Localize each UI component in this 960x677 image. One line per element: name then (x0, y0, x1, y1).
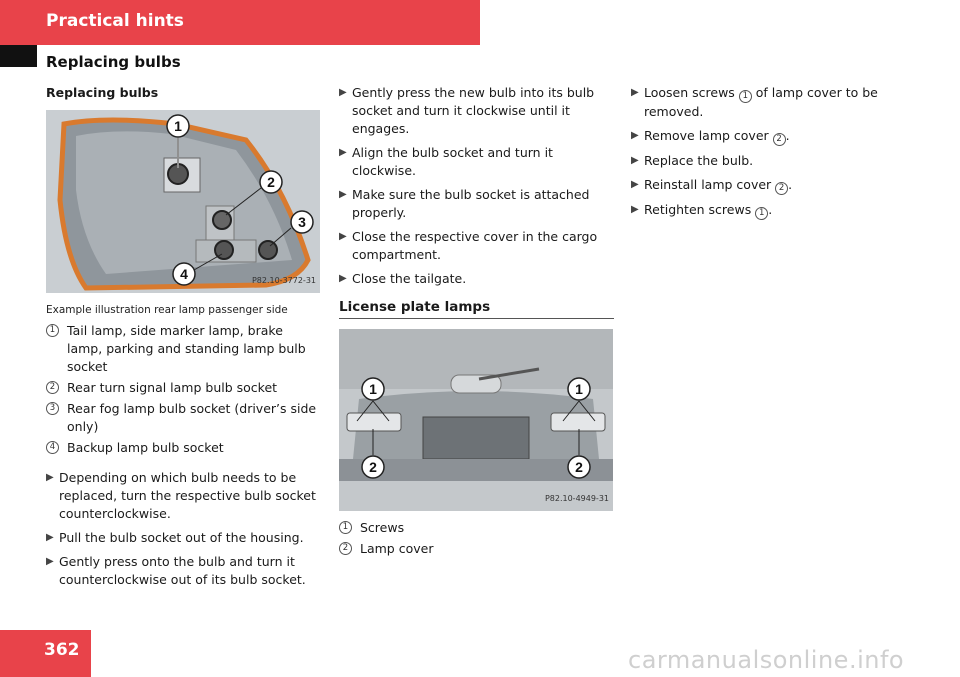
step-text: Depending on which bulb needs to be replaced, turn the respective bulb socket counterclockwise. (59, 470, 316, 521)
figure-caption: Example illustration rear lamp passenger side (46, 304, 288, 316)
callout-2 (260, 171, 282, 193)
triangle-right-icon: ▶ (339, 189, 347, 200)
callout-1-left-label: 1 (369, 381, 377, 397)
step-text: Close the tailgate. (352, 271, 467, 286)
page-number: 362 (44, 640, 80, 660)
license-plate-figure (339, 329, 613, 511)
step-text: Gently press onto the bulb and turn it counterclockwise out of its bulb socket. (59, 554, 306, 587)
step-text: Close the respective cover in the cargo compartment. (352, 229, 598, 262)
step-text: Reinstall lamp cover 2 . (644, 177, 793, 193)
callout-1-label: 1 (174, 118, 182, 134)
triangle-right-icon: ▶ (339, 273, 347, 284)
steps-list (339, 84, 614, 288)
section-heading: Replacing bulbs (46, 85, 159, 100)
legend-item (46, 322, 322, 376)
step-item (631, 201, 907, 220)
legend-text: Screws (360, 520, 405, 535)
callout-1-left (362, 378, 384, 400)
triangle-right-icon: ▶ (631, 155, 639, 166)
triangle-right-icon: ▶ (631, 87, 639, 98)
step-text: Loosen screws 1 of lamp cover to be removed. (644, 85, 878, 119)
inline-number: 2 (775, 182, 788, 195)
callout-4-label: 4 (180, 266, 188, 282)
triangle-right-icon: ▶ (339, 231, 347, 242)
step-item (631, 127, 907, 146)
step-text: Gently press the new bulb into its bulb socket and turn it clockwise until it engages. (352, 85, 595, 136)
step-item (339, 84, 614, 138)
step-text: Make sure the bulb socket is attached properly. (352, 187, 590, 220)
legend-number: 1 (46, 324, 59, 337)
figure-code: P82.10-3772-31 (251, 276, 316, 285)
step-text: Remove lamp cover 2 . (644, 128, 790, 144)
figure-code: P82.10-4949-31 (544, 494, 609, 503)
callout-1-right (568, 378, 590, 400)
legend-text: Tail lamp, side marker lamp, brake lamp, parking and standing lamp bulb socket (67, 323, 306, 374)
callout-2-right (568, 456, 590, 478)
rear-lamp-figure (46, 110, 320, 293)
step-item (46, 469, 322, 523)
step-item (631, 84, 907, 121)
rear-lamp-illustration (46, 110, 320, 293)
legend-text: Rear turn signal lamp bulb socket (67, 380, 278, 395)
license-plate-illustration (339, 329, 613, 511)
legend-number: 4 (46, 441, 59, 454)
callout-2-left (362, 456, 384, 478)
step-item (631, 152, 907, 170)
section-title: License plate lamps (339, 298, 614, 319)
legend-text: Rear fog lamp bulb socket (driver’s side only) (67, 401, 317, 434)
triangle-right-icon: ▶ (631, 204, 639, 215)
step-item (46, 553, 322, 589)
legend-number: 2 (46, 381, 59, 394)
legend-text: Lamp cover (360, 541, 434, 556)
legend-item (46, 439, 322, 457)
callout-2-label: 2 (267, 174, 275, 190)
legend-item (339, 519, 614, 537)
callout-3-label: 3 (298, 214, 306, 230)
step-item (46, 529, 322, 547)
inline-number: 1 (739, 90, 752, 103)
column-3 (631, 84, 907, 226)
step-item (339, 144, 614, 180)
legend-item (46, 400, 322, 436)
legend-list (339, 519, 614, 558)
header-title: Practical hints (46, 11, 184, 31)
legend-item (339, 540, 614, 558)
legend-number: 1 (339, 521, 352, 534)
triangle-right-icon: ▶ (46, 532, 54, 543)
legend-list (46, 322, 322, 457)
watermark: carmanualsonline.info (628, 646, 905, 674)
legend-item (46, 379, 322, 397)
callout-2-left-label: 2 (369, 459, 377, 475)
callout-4 (173, 263, 195, 285)
step-text: Pull the bulb socket out of the housing. (59, 530, 304, 545)
inline-number: 2 (773, 133, 786, 146)
steps-list (46, 469, 322, 589)
triangle-right-icon: ▶ (339, 147, 347, 158)
column-2 (339, 84, 614, 561)
step-item (631, 176, 907, 195)
callout-2-right-label: 2 (575, 459, 583, 475)
page-subheader: Replacing bulbs (46, 53, 181, 71)
step-text: Align the bulb socket and turn it clockwise. (352, 145, 553, 178)
step-text: Retighten screws 1 . (644, 202, 773, 218)
step-item (339, 228, 614, 264)
triangle-right-icon: ▶ (631, 179, 639, 190)
legend-number: 2 (339, 542, 352, 555)
step-item (339, 186, 614, 222)
legend-text: Backup lamp bulb socket (67, 440, 224, 455)
callout-1-right-label: 1 (575, 381, 583, 397)
inline-number: 1 (755, 207, 768, 220)
triangle-right-icon: ▶ (46, 556, 54, 567)
triangle-right-icon: ▶ (631, 130, 639, 141)
column-1 (46, 84, 322, 595)
callout-3 (291, 211, 313, 233)
callout-1 (167, 115, 189, 137)
triangle-right-icon: ▶ (339, 87, 347, 98)
legend-number: 3 (46, 402, 59, 415)
step-text: Replace the bulb. (644, 153, 754, 168)
header-tab-marker (0, 45, 37, 67)
step-item (339, 270, 614, 288)
triangle-right-icon: ▶ (46, 472, 54, 483)
